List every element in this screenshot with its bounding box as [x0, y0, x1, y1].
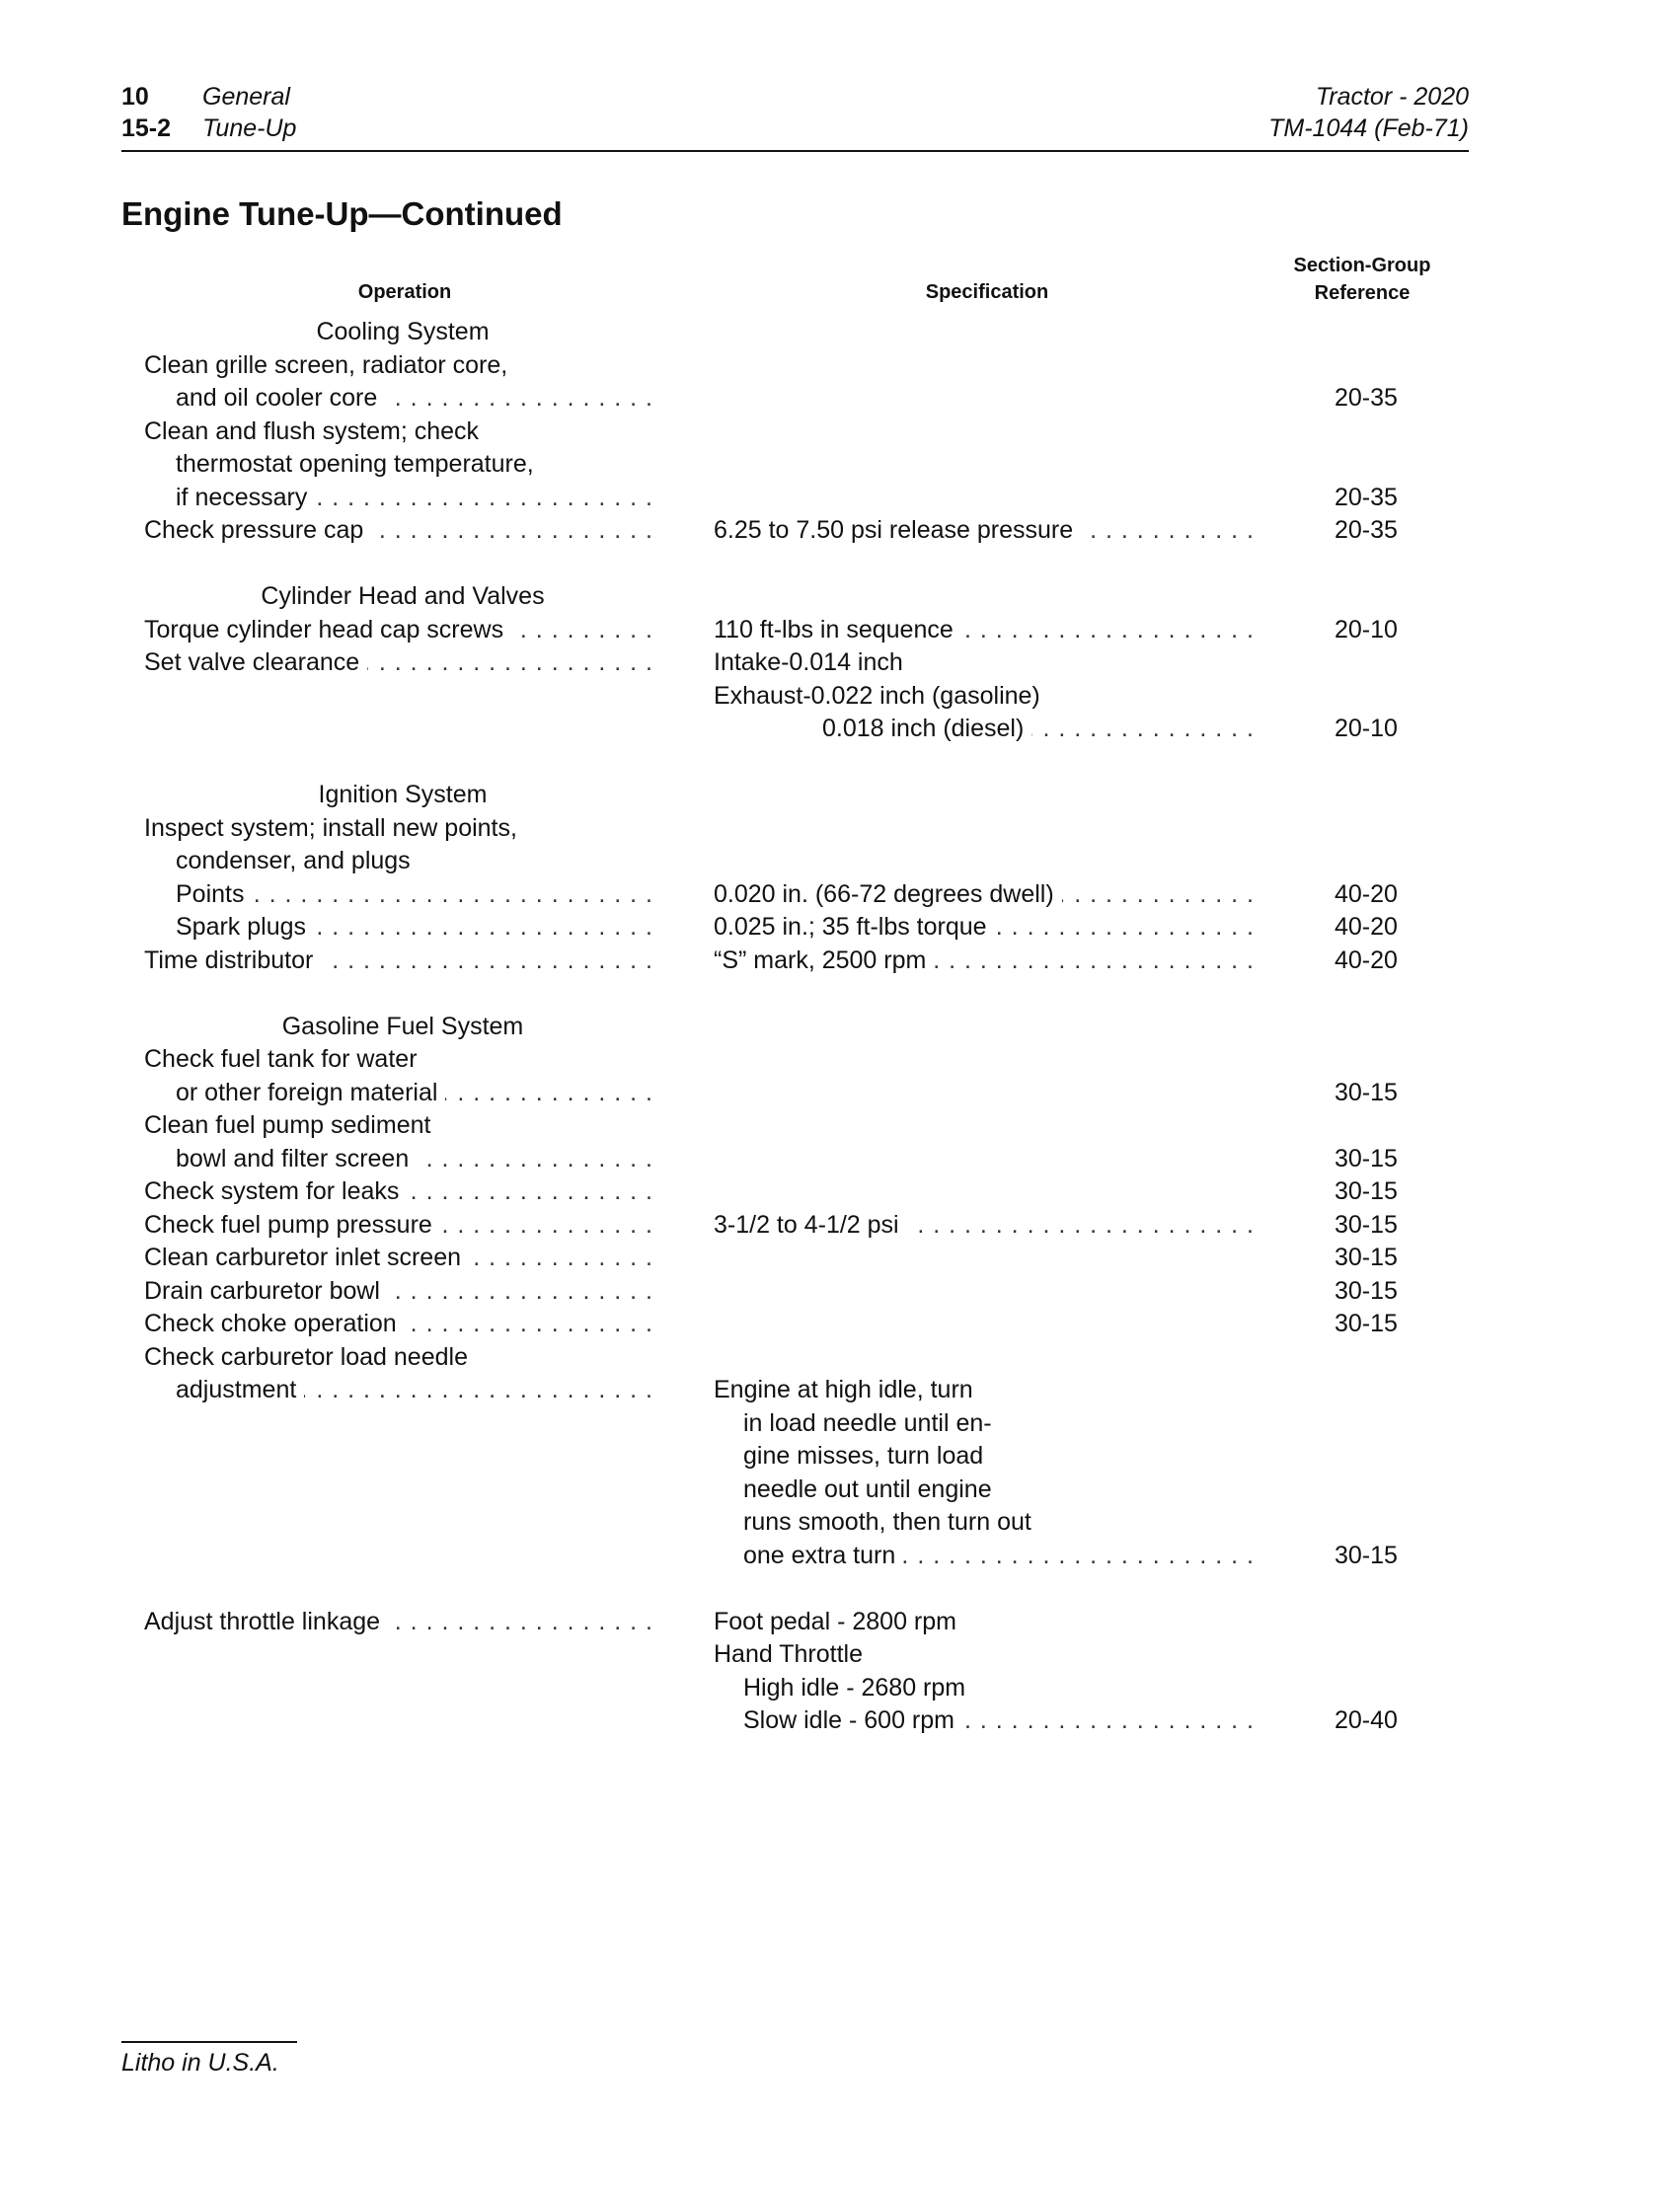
reference-text: 30-15 [1335, 1276, 1398, 1305]
table-row [0, 1704, 1680, 1738]
header-rule [121, 150, 1469, 152]
reference-text: 30-15 [1335, 1177, 1398, 1205]
table-row [0, 945, 1680, 978]
reference-text: 30-15 [1335, 1310, 1398, 1337]
table-row [0, 1175, 1680, 1209]
spec-text: needle out until engine [743, 1475, 992, 1503]
table-row [0, 911, 1680, 945]
spec-text: in load needle until en- [743, 1408, 992, 1437]
reference-text: 20-10 [1335, 715, 1398, 742]
section-heading-row [0, 316, 1680, 349]
table-row [0, 878, 1680, 912]
operation-text: Set valve clearance . . . [144, 646, 653, 680]
table-row [0, 1275, 1680, 1309]
reference-text: 30-15 [1335, 1144, 1398, 1172]
spec-text: 0.018 inch (diesel) . . . [822, 713, 1255, 746]
table-row [0, 1606, 1680, 1639]
table-row [0, 1506, 1680, 1540]
spec-text: 110 ft-lbs in sequence . . . [714, 614, 1255, 647]
table-row [0, 514, 1680, 548]
table-row [0, 1109, 1680, 1143]
operation-text: Drain carburetor bowl . . . [144, 1275, 653, 1309]
operation-text: Points . . . [176, 878, 653, 912]
operation-text: Check system for leaks . . . [144, 1175, 653, 1209]
spec-text: 0.025 in.; 35 ft-lbs torque . . . [714, 911, 1255, 945]
table-row [0, 416, 1680, 449]
operation-text: Clean and flush system; check [144, 416, 480, 445]
operation-text: adjustment . . . [176, 1374, 653, 1407]
footer-text: Litho in U.S.A. [121, 2049, 279, 2077]
table-row [0, 1638, 1680, 1672]
table-row [0, 1672, 1680, 1705]
operation-text: condenser, and plugs [176, 847, 411, 874]
reference-text: 20-35 [1335, 384, 1398, 412]
operation-text: Check fuel tank for water [144, 1045, 418, 1073]
spec-text: Slow idle - 600 rpm . . . [743, 1704, 1255, 1738]
operation-text: Check fuel pump pressure . . . [144, 1209, 653, 1243]
reference-text: 40-20 [1335, 913, 1398, 941]
tune-up-table [0, 316, 1680, 1738]
spec-text: High idle - 2680 rpm [743, 1673, 966, 1701]
table-row [0, 1077, 1680, 1110]
operation-text: Spark plugs . . . [176, 911, 653, 945]
operation-text: Check carburetor load needle [144, 1342, 468, 1371]
table-row [0, 713, 1680, 746]
operation-text: and oil cooler core . . . [176, 382, 653, 416]
spec-text: one extra turn . . . [743, 1540, 1255, 1573]
operation-text: Inspect system; install new points, [144, 813, 517, 842]
page-header-right [1268, 81, 1469, 144]
column-header-specification: Specification [925, 281, 1049, 303]
table-row [0, 1341, 1680, 1375]
column-header-reference-line2: Reference [1314, 282, 1411, 304]
operation-text: Clean grille screen, radiator core, [144, 350, 508, 379]
section-heading-row [0, 1011, 1680, 1044]
operation-text: Clean carburetor inlet screen . . . [144, 1242, 653, 1275]
spec-text: runs smooth, then turn out [743, 1508, 1031, 1536]
header-tractor-model: Tractor - 2020 [1315, 83, 1469, 111]
page-number: 10 [121, 83, 149, 111]
reference-text: 30-15 [1335, 1210, 1398, 1239]
table-row [0, 1374, 1680, 1407]
table-row [0, 1043, 1680, 1077]
header-manual-id: TM-1044 (Feb-71) [1268, 114, 1469, 142]
section-heading: Gasoline Fuel System [281, 1012, 524, 1040]
operation-text: thermostat opening temperature, [176, 450, 534, 478]
section-heading: Cooling System [316, 318, 490, 345]
table-row [0, 448, 1680, 482]
spec-text: 3-1/2 to 4-1/2 psi . . . [714, 1209, 1255, 1243]
table-row [0, 1242, 1680, 1275]
column-header-operation: Operation [357, 281, 452, 303]
reference-text: 30-15 [1335, 1541, 1398, 1569]
reference-text: 20-40 [1335, 1706, 1398, 1734]
table-row [0, 1143, 1680, 1176]
table-row [0, 482, 1680, 515]
reference-text: 40-20 [1335, 945, 1398, 974]
section-heading-row [0, 779, 1680, 812]
table-row [0, 1308, 1680, 1341]
table-row [0, 382, 1680, 416]
reference-text: 30-15 [1335, 1244, 1398, 1271]
table-row [0, 1407, 1680, 1441]
header-subsection: Tune-Up [202, 114, 297, 142]
table-row [0, 1209, 1680, 1243]
operation-text: Time distributor . . . [144, 945, 653, 978]
operation-text: bowl and filter screen . . . [176, 1143, 653, 1176]
operation-text: or other foreign material . . . [176, 1077, 653, 1110]
column-header-reference [1283, 252, 1441, 307]
column-header-reference-line1: Section-Group [1293, 255, 1431, 276]
operation-text: Check pressure cap . . . [144, 514, 653, 548]
spec-text: Exhaust-0.022 inch (gasoline) [714, 681, 1040, 710]
table-row [0, 614, 1680, 647]
table-row [0, 1540, 1680, 1573]
spec-text: gine misses, turn load [743, 1442, 984, 1470]
table-row [0, 812, 1680, 846]
table-row [0, 845, 1680, 878]
spec-text: Foot pedal - 2800 rpm [714, 1607, 956, 1635]
spec-text: Engine at high idle, turn [714, 1376, 973, 1403]
header-section: General [202, 83, 290, 111]
reference-text: 30-15 [1335, 1078, 1398, 1106]
page-title: Engine Tune-Up—Continued [121, 195, 563, 232]
page-subnumber: 15-2 [121, 114, 172, 142]
footer-rule [121, 2041, 297, 2043]
table-row [0, 349, 1680, 383]
reference-text: 20-10 [1335, 615, 1398, 643]
operation-text: Clean fuel pump sediment [144, 1111, 431, 1139]
reference-text: 20-35 [1335, 483, 1398, 511]
table-row [0, 1474, 1680, 1507]
spec-text: Hand Throttle [714, 1640, 864, 1668]
section-heading: Ignition System [318, 781, 488, 808]
section-heading: Cylinder Head and Valves [261, 582, 545, 610]
operation-text: Check choke operation . . . [144, 1308, 653, 1341]
table-row [0, 680, 1680, 714]
reference-text: 40-20 [1335, 879, 1398, 908]
reference-text: 20-35 [1335, 516, 1398, 544]
operation-text: if necessary . . . [176, 482, 653, 515]
section-heading-row [0, 580, 1680, 614]
table-row [0, 646, 1680, 680]
spec-text: 6.25 to 7.50 psi release pressure . . . [714, 514, 1255, 548]
spec-text: “S” mark, 2500 rpm . . . [714, 945, 1255, 978]
spec-text: Intake-0.014 inch [714, 648, 903, 676]
spec-text: 0.020 in. (66-72 degrees dwell) . . . [714, 878, 1255, 912]
table-row [0, 1440, 1680, 1474]
page-header-left [121, 81, 296, 144]
operation-text: Torque cylinder head cap screws . . . [144, 614, 653, 647]
operation-text: Adjust throttle linkage . . . [144, 1606, 653, 1639]
